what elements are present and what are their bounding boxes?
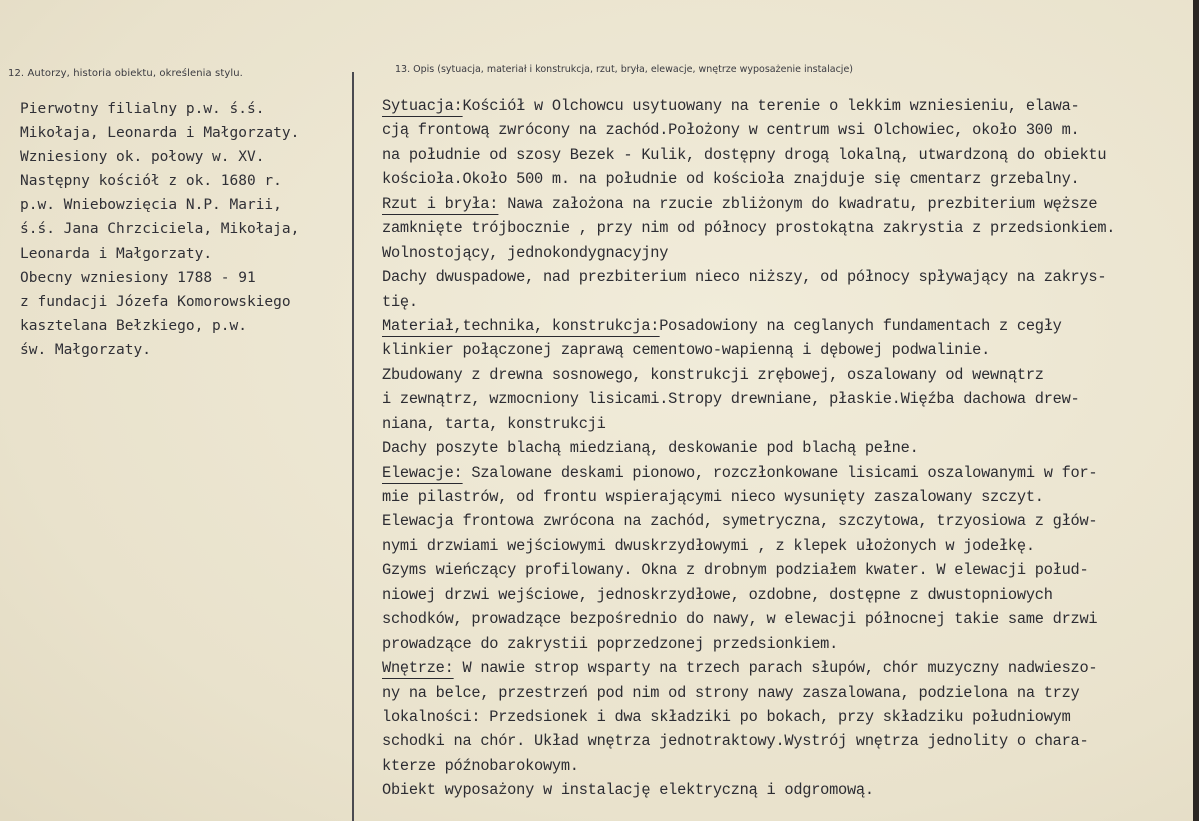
history-line: z fundacji Józefa Komorowskiego <box>20 293 291 310</box>
description-text: mie pilastrów, od frontu wspierającymi nieco wysunięty zaszalowany szczyt. <box>382 488 1044 506</box>
history-column <box>20 97 345 362</box>
description-line <box>382 436 1190 460</box>
description-line <box>382 632 1190 656</box>
section-13-header: 13. Opis (sytuacja, materiał i konstrukcja, rzut, bryła, elewacje, wnętrze wyposażenie instalacje) <box>395 64 853 75</box>
history-line: Mikołaja, Leonarda i Małgorzaty. <box>20 125 300 142</box>
description-line <box>382 681 1190 705</box>
section-heading-line <box>382 656 1190 680</box>
description-column <box>382 94 1194 803</box>
description-text: zamknięte trójbocznie , przy nim od północy prostokątna zakrystia z przedsionkiem. <box>382 219 1116 238</box>
section-heading: Elewacje: <box>382 463 463 482</box>
description-line <box>382 583 1190 607</box>
section-heading: Sytuacja: <box>382 97 463 115</box>
description-line <box>382 729 1190 753</box>
column-divider <box>352 72 354 821</box>
description-line <box>382 558 1190 582</box>
description-line <box>382 778 1190 802</box>
description-line <box>382 363 1190 387</box>
description-line <box>382 412 1190 436</box>
description-line <box>382 607 1190 631</box>
description-text: Kościół w Olchowcu usytuowany na terenie o lekkim wzniesieniu, elawa- <box>462 97 1080 115</box>
description-text: Gzyms wieńczący profilowany. Okna z drobnym podziałem kwater. W elewacji połud- <box>382 561 1089 580</box>
description-text: schodków, prowadzące bezpośrednio do nawy, w elewacji północnej takie same drzwi <box>382 610 1098 629</box>
description-text: Obiekt wyposażony w instalację elektryczną i odgromową. <box>382 781 874 800</box>
description-line <box>382 485 1190 509</box>
description-text: Zbudowany z drewna sosnowego, konstrukcji zrębowej, oszalowany od wewnątrz <box>382 365 1044 384</box>
page-edge <box>1193 0 1199 821</box>
history-line: Wzniesiony ok. połowy w. XV. <box>20 149 265 166</box>
description-line <box>382 216 1190 240</box>
description-text: Elewacja frontowa zwrócona na zachód, symetryczna, szczytowa, trzyosiowa z głów- <box>382 512 1098 531</box>
description-text: ny na belce, przestrzeń pod nim od strony nawy zaszalowana, podzielona na trzy <box>382 683 1080 702</box>
description-line <box>382 387 1190 411</box>
description-text: niowej drzwi wejściowe, jednoskrzydłowe, ozdobne, dostępne z dwustopniowych <box>382 585 1053 604</box>
description-text: schodki na chór. Układ wnętrza jednotraktowy.Wystrój wnętrza jednolity o chara- <box>382 732 1089 751</box>
description-line <box>382 143 1190 167</box>
description-text: Posadowiony na ceglanych fundamentach z cegły <box>659 316 1062 335</box>
description-text: Dachy dwuspadowe, nad prezbiterium nieco niższy, od północy spływający na zakrys- <box>382 268 1107 287</box>
description-text: tię. <box>382 292 418 311</box>
description-line <box>382 338 1190 362</box>
history-line: Następny kościół z ok. 1680 r. <box>20 173 282 190</box>
history-line: Leonarda i Małgorzaty. <box>20 245 213 262</box>
description-line <box>382 118 1190 142</box>
history-line: św. Małgorzaty. <box>20 341 151 358</box>
description-text: kterze późnobarokowym. <box>382 756 579 775</box>
description-text: niana, tarta, konstrukcji <box>382 414 606 433</box>
description-text: Dachy poszyte blachą miedzianą, deskowanie pod blachą pełne. <box>382 439 919 458</box>
description-text: Nawa założona na rzucie zbliżonym do kwadratu, prezbiterium węższe <box>498 194 1098 213</box>
description-text: W nawie strop wsparty na trzech parach słupów, chór muzyczny nadwieszo- <box>453 659 1098 678</box>
history-line: ś.ś. Jana Chrzciciela, Mikołaja, <box>20 221 300 238</box>
description-text: klinkier połączonej zaprawą cementowo-wapienną i dębowej podwalinie. <box>382 341 991 360</box>
section-heading: Materiał,technika, konstrukcja: <box>382 316 660 335</box>
description-line <box>382 167 1190 191</box>
section-heading-line <box>382 192 1190 216</box>
description-line <box>382 534 1190 558</box>
description-line <box>382 290 1190 314</box>
section-heading-line <box>382 461 1190 485</box>
section-heading: Wnętrze: <box>382 659 454 678</box>
description-text: nymi drzwiami wejściowymi dwuskrzydłowymi , z klepek ułożonych w jodełkę. <box>382 536 1035 555</box>
section-heading-line <box>382 94 1190 118</box>
description-text: i zewnątrz, wzmocniony lisicami.Stropy drewniane, płaskie.Więźba dachowa drew- <box>382 390 1080 409</box>
description-line <box>382 241 1190 265</box>
description-text: Szalowane deskami pionowo, rozczłonkowane lisicami oszalowanymi w for- <box>462 463 1098 482</box>
description-text: kościoła.Około 500 m. na południe od kościoła znajduje się cmentarz grzebalny. <box>382 170 1080 189</box>
description-text: lokalności: Przedsionek i dwa składziki po bokach, przy składziku południowym <box>382 707 1071 726</box>
history-line: kasztelana Bełzkiego, p.w. <box>20 317 247 334</box>
description-text: prowadzące do zakrystii poprzedzonej przedsionkiem. <box>382 634 839 653</box>
description-line <box>382 265 1190 289</box>
description-text: Wolnostojący, jednokondygnacyjny <box>382 243 669 262</box>
description-line <box>382 705 1190 729</box>
section-heading: Rzut i bryła: <box>382 194 499 213</box>
description-line <box>382 509 1190 533</box>
history-line: Pierwotny filialny p.w. ś.ś. <box>20 101 265 117</box>
description-text: cją frontową zwrócony na zachód.Położony w centrum wsi Olchowiec, około 300 m. <box>382 121 1080 140</box>
description-line <box>382 754 1190 778</box>
section-heading-line <box>382 314 1190 338</box>
description-text: na południe od szosy Bezek - Kulik, dostępny drogą lokalną, utwardzoną do obiektu <box>382 145 1107 164</box>
section-12-header: 12. Autorzy, historia obiektu, określenia stylu. <box>8 68 243 79</box>
history-line: Obecny wzniesiony 1788 - 91 <box>20 269 256 286</box>
history-line: p.w. Wniebowzięcia N.P. Marii, <box>20 197 282 214</box>
